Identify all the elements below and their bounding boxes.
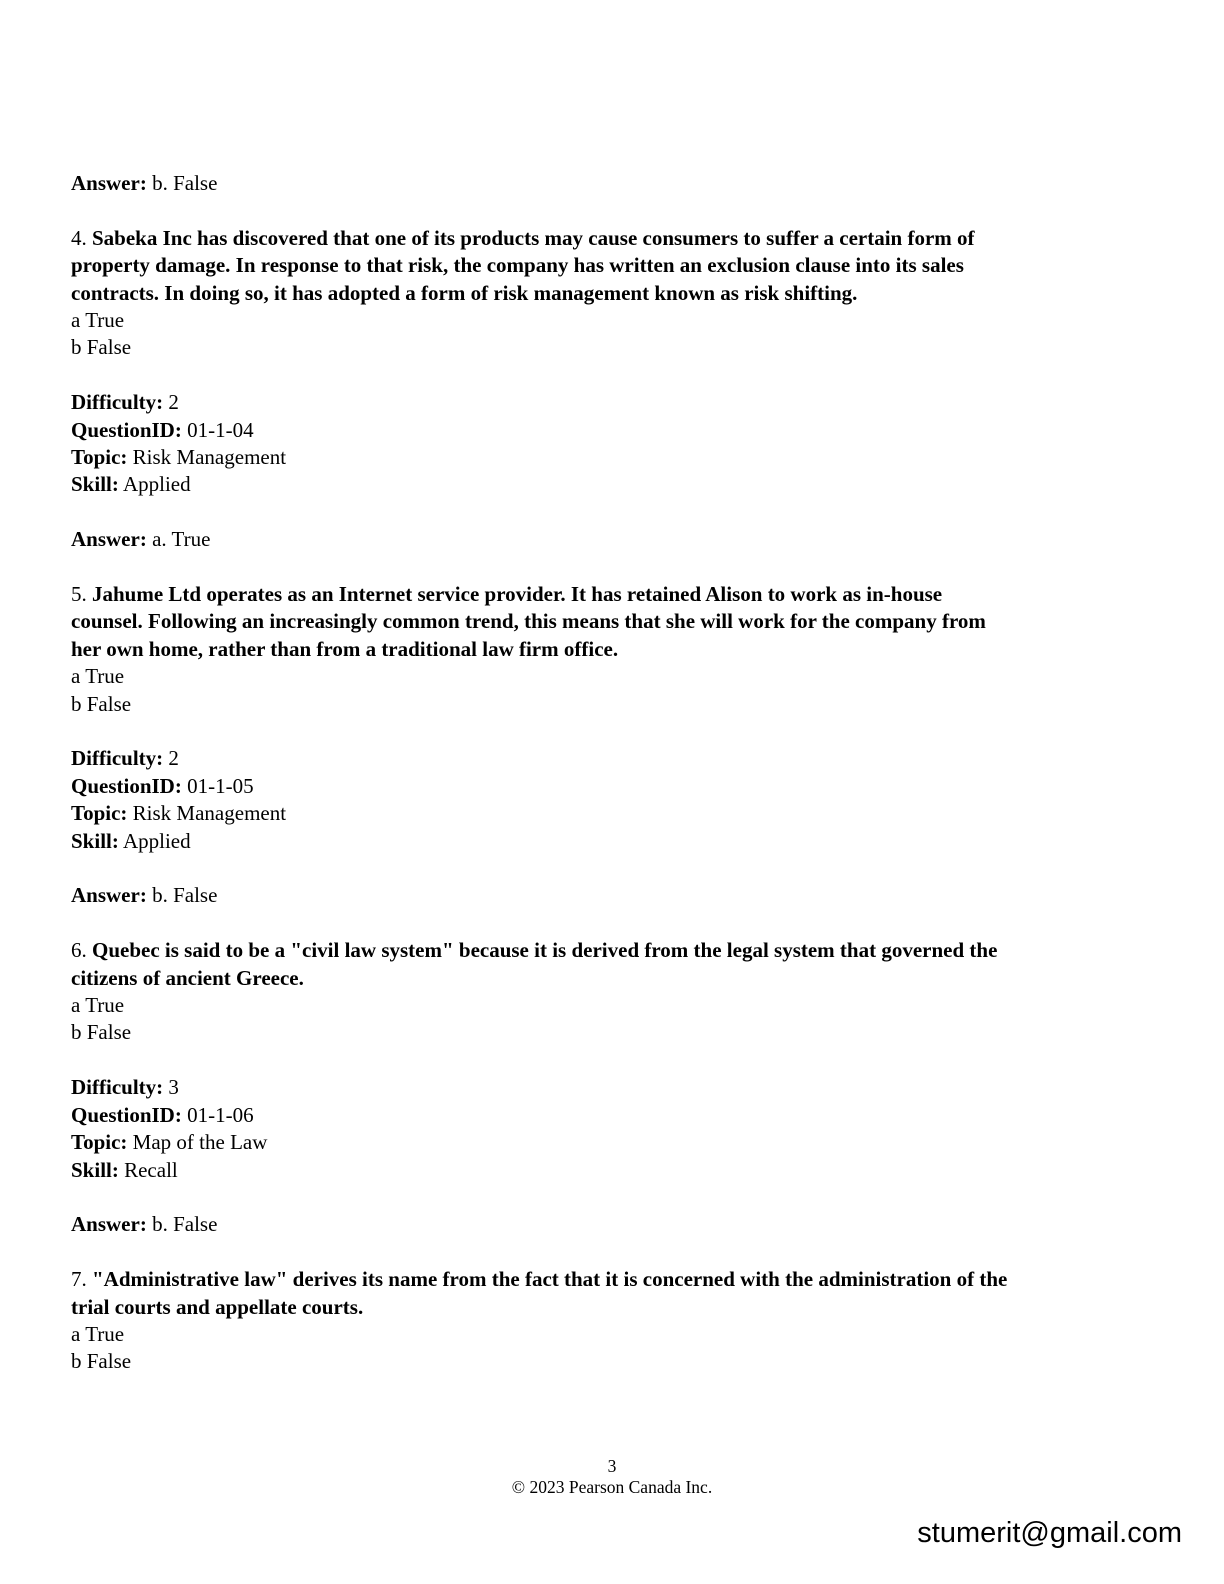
answer-line: Answer: b. False xyxy=(71,883,218,908)
question-id: QuestionID: 01-1-06 xyxy=(71,1102,254,1127)
question-text: 7. "Administrative law" derives its name from the fact that it is concerned with the administration of the xyxy=(71,1267,1008,1292)
option-a: a True xyxy=(71,664,125,689)
topic: Topic: Risk Management xyxy=(71,801,287,826)
difficulty: Difficulty: 2 xyxy=(71,746,179,771)
skill: Skill: Recall xyxy=(71,1157,178,1182)
question-text: counsel. Following an increasingly common trend, this means that she will work for the company from xyxy=(71,609,986,634)
question-text: her own home, rather than from a traditional law firm office. xyxy=(71,636,619,661)
skill: Skill: Applied xyxy=(71,472,191,497)
page-number: 3 xyxy=(607,1456,617,1476)
question-text: 4. Sabeka Inc has discovered that one of its products may cause consumers to suffer a certain form of xyxy=(71,225,975,250)
question-7 xyxy=(71,1266,1161,1376)
answer-line: Answer: b. False xyxy=(71,1212,218,1237)
option-a: a True xyxy=(71,1321,125,1346)
question-text: 6. Quebec is said to be a "civil law system" because it is derived from the legal system that governed the xyxy=(71,938,998,963)
option-b: b False xyxy=(71,335,132,360)
option-a: a True xyxy=(71,993,125,1018)
watermark-email: stumerit@gmail.com xyxy=(917,1517,1182,1549)
difficulty: Difficulty: 2 xyxy=(71,390,179,415)
option-b: b False xyxy=(71,1020,132,1045)
question-4 xyxy=(71,225,1161,581)
option-b: b False xyxy=(71,691,132,716)
question-5 xyxy=(71,581,1161,937)
question-text: contracts. In doing so, it has adopted a form of risk management known as risk shifting. xyxy=(71,280,858,305)
answer-line: Answer: b. False xyxy=(71,171,218,195)
answer-line: Answer: a. True xyxy=(71,527,211,552)
question-6 xyxy=(71,937,1161,1266)
question-text: citizens of ancient Greece. xyxy=(71,965,304,990)
option-a: a True xyxy=(71,308,125,333)
option-b: b False xyxy=(71,1349,132,1374)
copyright-notice: © 2023 Pearson Canada Inc. xyxy=(511,1477,713,1497)
skill: Skill: Applied xyxy=(71,828,191,853)
question-text: trial courts and appellate courts. xyxy=(71,1294,364,1319)
question-text: property damage. In response to that risk, the company has written an exclusion clause into its sales xyxy=(71,253,964,278)
document-body xyxy=(71,170,1161,1376)
question-text: 5. Jahume Ltd operates as an Internet service provider. It has retained Alison to work as in-house xyxy=(71,582,943,607)
question-id: QuestionID: 01-1-04 xyxy=(71,417,254,442)
difficulty: Difficulty: 3 xyxy=(71,1075,179,1100)
question-id: QuestionID: 01-1-05 xyxy=(71,773,254,798)
topic: Topic: Map of the Law xyxy=(71,1130,268,1155)
topic: Topic: Risk Management xyxy=(71,445,287,470)
